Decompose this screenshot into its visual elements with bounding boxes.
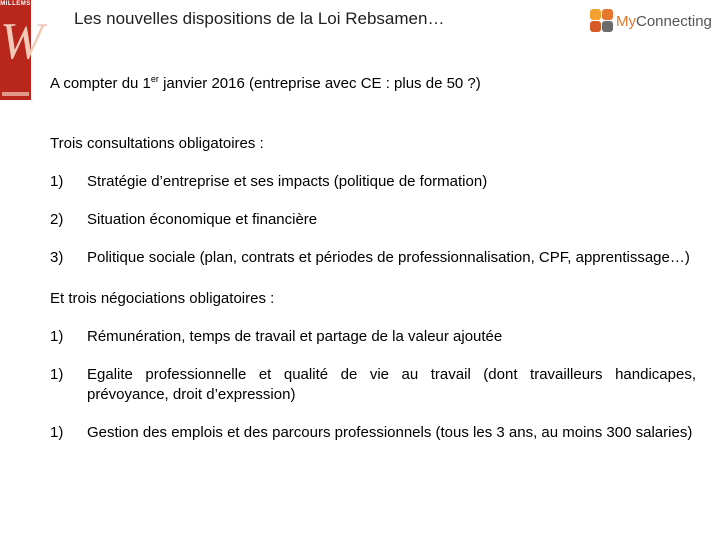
- page-title: Les nouvelles dispositions de la Loi Rebsamen…: [74, 9, 445, 28]
- item-text: Egalite professionnelle et qualité de vie au travail (dont travailleurs handicapes, prévoyance, droit d’expression): [87, 366, 696, 403]
- negotiation-item: [50, 327, 696, 347]
- negotiations-heading: Et trois négociations obligatoires :: [50, 290, 275, 307]
- item-text: Stratégie d’entreprise et ses impacts (politique de formation): [87, 173, 488, 190]
- puzzle-icon: [590, 9, 614, 33]
- left-logo-glyph: W: [0, 13, 44, 70]
- item-number: 2): [50, 211, 64, 228]
- negotiation-item: [50, 423, 696, 443]
- item-number: 1): [50, 424, 64, 441]
- right-logo-text: MyConnecting: [616, 12, 712, 30]
- consultations-heading: Trois consultations obligatoires :: [50, 135, 264, 152]
- intro-line: A compter du 1er janvier 2016 (entreprise avec CE : plus de 50 ?): [50, 74, 481, 92]
- right-logo: [590, 8, 712, 34]
- left-logo-brand: MILLEMS: [0, 1, 31, 7]
- left-logo: [0, 0, 44, 100]
- slide-body: [50, 74, 696, 461]
- consultation-item: [50, 248, 696, 268]
- item-text: Rémunération, temps de travail et partage de la valeur ajoutée: [87, 328, 503, 345]
- item-number: 1): [50, 328, 64, 345]
- item-text: Situation économique et financière: [87, 211, 318, 228]
- ordinal-sup: er: [150, 74, 159, 84]
- item-text: Gestion des emplois et des parcours professionnels (tous les 3 ans, au moins 300 salaries): [87, 424, 693, 441]
- item-number: 1): [50, 366, 64, 383]
- negotiation-item: [50, 365, 696, 405]
- item-number: 3): [50, 249, 64, 266]
- left-logo-underline: [2, 92, 29, 96]
- item-text: Politique sociale (plan, contrats et périodes de professionnalisation, CPF, apprentissage…): [87, 249, 690, 266]
- item-number: 1): [50, 173, 64, 190]
- consultation-item: [50, 172, 696, 192]
- consultation-item: [50, 210, 696, 230]
